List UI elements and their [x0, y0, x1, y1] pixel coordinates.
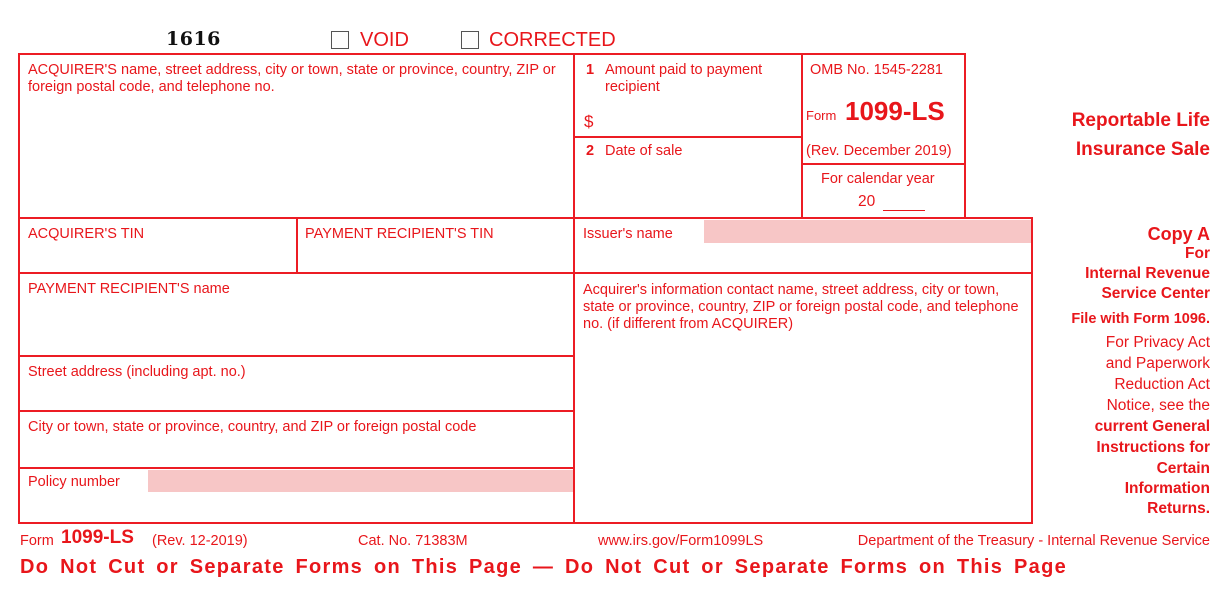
- box2-number: 2: [586, 143, 595, 159]
- calendar-year-prefix: 20: [858, 193, 876, 210]
- acquirer-tin-label: ACQUIRER'S TIN: [28, 226, 145, 242]
- form-id: 1099-LS: [845, 96, 945, 126]
- box1-label: Amount paid to payment recipient: [605, 62, 763, 95]
- payment-recipient-name-field[interactable]: [20, 300, 572, 354]
- void-checkbox[interactable]: [331, 31, 349, 49]
- copy-for: For: [1185, 245, 1210, 262]
- policy-number-field[interactable]: [148, 470, 573, 492]
- acquirer-name-field[interactable]: [20, 96, 573, 216]
- copy-notice-7: Certain: [1156, 460, 1210, 477]
- issuer-name-label: Issuer's name: [583, 226, 673, 242]
- copy-notice-6: Instructions for: [1096, 439, 1210, 456]
- copy-center-1: Internal Revenue: [1085, 265, 1210, 282]
- issuer-name-field[interactable]: [704, 220, 1031, 243]
- footer-url[interactable]: www.irs.gov/Form1099LS: [598, 533, 764, 549]
- footer-catalog-number: Cat. No. 71383M: [358, 533, 468, 549]
- payment-recipient-tin-field[interactable]: [298, 245, 572, 271]
- street-address-field[interactable]: [20, 383, 572, 409]
- copy-file-with: File with Form 1096.: [1071, 311, 1210, 327]
- payment-recipient-tin-label: PAYMENT RECIPIENT'S TIN: [305, 226, 494, 242]
- form-title-line1: Reportable Life: [1071, 110, 1210, 131]
- omb-number: OMB No. 1545-2281: [810, 62, 943, 78]
- footer-form-id: 1099-LS: [61, 527, 134, 548]
- copy-notice-3: Reduction Act: [1114, 376, 1210, 393]
- form-word: Form: [806, 108, 837, 123]
- void-label: VOID: [360, 29, 409, 51]
- box2-label: Date of sale: [605, 143, 683, 159]
- copy-notice-5: current General: [1094, 418, 1210, 435]
- copy-notice-4: Notice, see the: [1106, 397, 1210, 414]
- do-not-cut-warning: Do Not Cut or Separate Forms on This Page — Do Not Cut or Separate Forms on This Page: [20, 556, 1068, 578]
- copy-notice-2: and Paperwork: [1105, 355, 1210, 372]
- city-field[interactable]: [20, 438, 572, 466]
- city-label: City or town, state or province, country, and ZIP or foreign postal code: [28, 419, 477, 435]
- corrected-checkbox[interactable]: [461, 31, 479, 49]
- street-address-label: Street address (including apt. no.): [28, 364, 246, 380]
- box1-number: 1: [586, 62, 595, 78]
- footer-department: Department of the Treasury - Internal Revenue Service: [857, 533, 1210, 549]
- box1-currency: $: [584, 112, 594, 131]
- footer-form-word: Form: [20, 533, 54, 549]
- copy-notice-8: Information: [1124, 480, 1210, 497]
- acquirer-tin-field[interactable]: [20, 245, 295, 271]
- payment-recipient-name-label: PAYMENT RECIPIENT'S name: [28, 281, 230, 297]
- box1-amount-field[interactable]: [600, 100, 798, 134]
- policy-number-label: Policy number: [28, 474, 120, 490]
- copy-notice-1: For Privacy Act: [1105, 334, 1210, 351]
- calendar-year-label: For calendar year: [821, 171, 935, 187]
- footer-revision: (Rev. 12-2019): [152, 533, 248, 549]
- copy-title: Copy A: [1147, 224, 1210, 244]
- form-code: 1616: [166, 28, 221, 50]
- calendar-year-field[interactable]: [883, 191, 925, 211]
- form-revision: (Rev. December 2019): [806, 143, 952, 159]
- acquirer-info-label: Acquirer's information contact name, street address, city or town, state or province, country, ZIP or foreign postal code, and telephone no. (if different from ACQUIRER): [583, 282, 1019, 332]
- form-title-line2: Insurance Sale: [1075, 139, 1210, 160]
- acquirer-name-label: ACQUIRER'S name, street address, city or town, state or province, country, ZIP or foreign postal code, and telephone no.: [28, 62, 556, 95]
- acquirer-info-field[interactable]: [576, 340, 1030, 520]
- corrected-label: CORRECTED: [489, 29, 616, 51]
- box2-date-field[interactable]: [576, 162, 800, 216]
- copy-center-2: Service Center: [1101, 285, 1210, 302]
- copy-notice-9: Returns.: [1147, 500, 1210, 517]
